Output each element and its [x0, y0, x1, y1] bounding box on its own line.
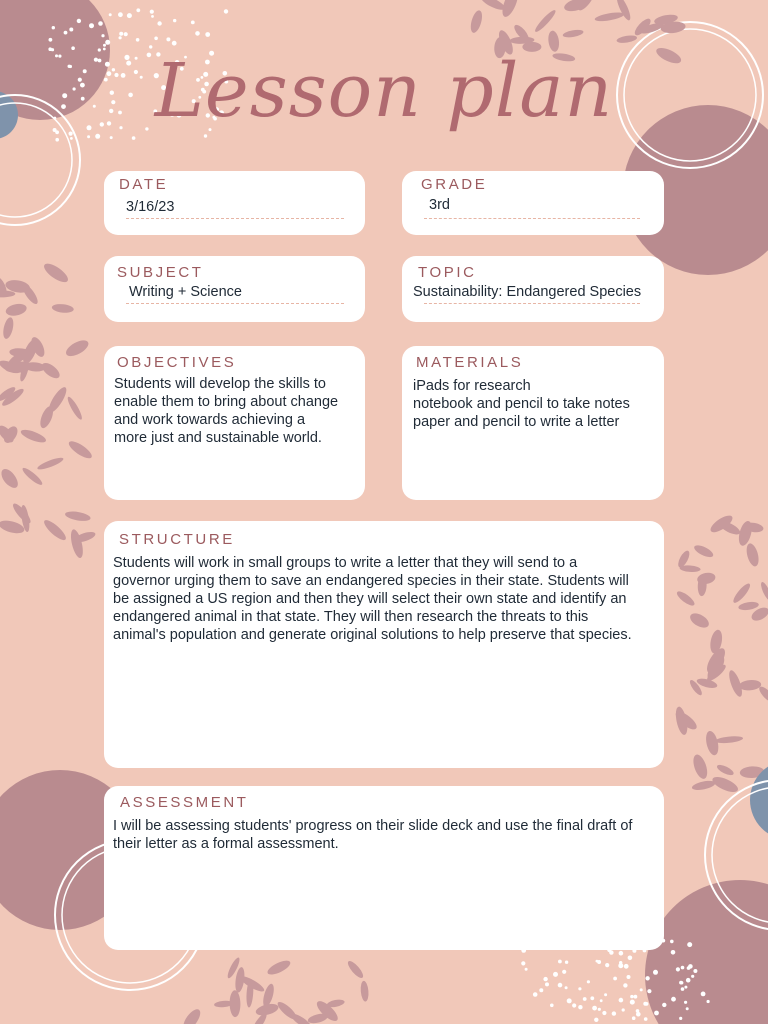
- grade-label: GRADE: [421, 176, 488, 193]
- decor-leaf: [759, 581, 768, 602]
- decor-dot: [587, 980, 590, 983]
- decor-dot: [604, 993, 607, 996]
- decor-dot: [640, 988, 643, 991]
- decor-leaf: [46, 385, 70, 415]
- decor-dot: [605, 963, 609, 967]
- decor-dot: [572, 1003, 576, 1007]
- decor-dot: [613, 977, 617, 981]
- decor-leaf: [39, 360, 62, 381]
- decor-dot: [634, 995, 638, 999]
- decor-dot: [118, 12, 123, 17]
- date-label: DATE: [119, 176, 169, 193]
- decor-dot: [567, 998, 572, 1003]
- materials-item[interactable]: paper and pencil to write a letter: [413, 414, 620, 430]
- decor-dot: [654, 1011, 659, 1016]
- decor-dot: [602, 1011, 606, 1015]
- decor-dot: [693, 969, 697, 973]
- decor-dot: [647, 989, 651, 993]
- decor-dot: [565, 986, 568, 989]
- decor-dot: [684, 986, 687, 989]
- decor-leaf: [275, 999, 299, 1021]
- decor-dot: [590, 996, 594, 1000]
- decor-dot: [539, 988, 543, 992]
- grade-card: [402, 171, 664, 235]
- decor-leaf: [739, 679, 762, 691]
- decor-dot: [578, 1005, 582, 1009]
- decor-leaf: [693, 543, 715, 559]
- decor-leaf: [716, 763, 735, 777]
- decor-dot: [680, 981, 683, 984]
- decor-leaf: [731, 581, 752, 604]
- decor-dot: [662, 1003, 666, 1007]
- decor-leaf: [229, 990, 240, 1017]
- leaves-right: [673, 513, 768, 796]
- materials-card: [402, 346, 664, 500]
- decor-dot: [136, 8, 140, 12]
- decor-leaf: [675, 589, 697, 608]
- decor-leaf: [738, 601, 760, 612]
- decor-leaf: [64, 337, 91, 359]
- topic-label: TOPIC: [418, 264, 477, 281]
- decor-dot: [521, 961, 525, 965]
- decor-leaf: [710, 774, 740, 795]
- subject-value[interactable]: Writing + Science: [129, 284, 242, 300]
- grade-value[interactable]: 3rd: [429, 197, 450, 213]
- decor-dot: [624, 964, 629, 969]
- decor-dot: [533, 992, 538, 997]
- decor-leaf: [266, 958, 293, 977]
- decor-dot: [691, 975, 694, 978]
- materials-item[interactable]: notebook and pencil to take notes: [413, 396, 630, 412]
- decor-dot: [630, 1000, 635, 1005]
- decor-leaf: [36, 456, 64, 472]
- decor-leaf: [360, 981, 369, 1002]
- decor-dot: [707, 1000, 710, 1003]
- decor-dot: [598, 1008, 601, 1011]
- decor-dot: [550, 1004, 554, 1008]
- decor-dot: [592, 1006, 597, 1011]
- decor-dot: [109, 13, 112, 16]
- decor-dot: [619, 961, 622, 964]
- decor-dot: [623, 983, 627, 987]
- decor-dot: [670, 940, 674, 944]
- structure-label: STRUCTURE: [119, 531, 235, 548]
- decor-dot: [686, 978, 691, 983]
- decor-dot: [636, 1009, 640, 1013]
- decor-dot: [645, 976, 649, 980]
- decor-dot: [681, 966, 685, 970]
- date-value[interactable]: 3/16/23: [126, 199, 175, 215]
- leaves-bottom: [180, 956, 369, 1024]
- decor-leaf: [715, 735, 743, 744]
- decor-leaf: [180, 1006, 203, 1024]
- decor-leaf: [5, 302, 28, 317]
- decor-dot: [583, 997, 587, 1001]
- decor-dot: [671, 950, 676, 955]
- decor-dot: [622, 1008, 625, 1011]
- materials-list: [413, 377, 658, 431]
- decor-dot: [558, 983, 563, 988]
- leaves-left: [0, 260, 97, 559]
- decor-dot: [594, 1018, 598, 1022]
- structure-card: [104, 521, 664, 768]
- assessment-text[interactable]: I will be assessing students' progress on their slide deck and use the final draft of their letter as a formal assessment.: [113, 818, 633, 852]
- lesson-plan-title: [0, 18, 768, 168]
- decor-dot: [679, 1017, 682, 1020]
- date-card: [104, 171, 365, 235]
- decor-leaf: [1, 316, 15, 339]
- decor-leaf: [744, 542, 760, 568]
- decor-dot: [653, 970, 658, 975]
- topic-value[interactable]: Sustainability: Endangered Species: [413, 284, 642, 300]
- decor-leaf: [66, 438, 94, 461]
- assessment-card: [104, 786, 664, 950]
- decor-dot: [565, 961, 568, 964]
- decor-dot: [684, 1001, 687, 1004]
- assessment-label: ASSESSMENT: [120, 794, 249, 811]
- objectives-text[interactable]: Students will develop the skills to enable them to bring about change and work towards achieving a more just and sustainable world.: [114, 376, 339, 446]
- decor-dot: [600, 999, 603, 1002]
- decor-dot: [619, 998, 624, 1003]
- decor-leaf: [688, 610, 712, 630]
- topic-card: [402, 256, 664, 322]
- decor-dot: [612, 1011, 616, 1015]
- topic-underline: [424, 303, 640, 304]
- decor-dot: [578, 987, 581, 990]
- decor-leaf: [42, 517, 69, 543]
- objectives-card: [104, 346, 365, 500]
- decor-dot: [686, 1007, 689, 1010]
- decor-dot: [150, 10, 154, 14]
- decor-leaf: [66, 395, 84, 421]
- decor-dot: [671, 997, 676, 1002]
- decor-dot: [687, 966, 691, 970]
- decor-leaf: [0, 518, 26, 535]
- decor-dot: [687, 942, 692, 947]
- decor-leaf: [691, 753, 710, 781]
- decor-leaf: [20, 282, 40, 306]
- decor-leaf: [346, 959, 366, 980]
- decor-dot: [562, 970, 566, 974]
- decor-dot: [701, 992, 706, 997]
- decor-dot: [681, 987, 685, 991]
- subject-label: SUBJECT: [117, 264, 204, 281]
- decor-dot: [644, 1017, 648, 1021]
- decor-leaf: [64, 510, 91, 523]
- materials-label: MATERIALS: [416, 354, 524, 371]
- subject-underline: [126, 303, 344, 304]
- materials-item[interactable]: iPads for research: [413, 378, 531, 394]
- decor-dot: [628, 956, 633, 961]
- grade-underline: [424, 218, 640, 219]
- date-underline: [126, 218, 344, 219]
- decor-leaf: [19, 427, 47, 445]
- decor-leaf: [69, 528, 86, 559]
- decor-dot: [597, 960, 601, 964]
- decor-dot: [630, 995, 633, 998]
- decor-dot: [558, 960, 562, 964]
- decor-leaf: [41, 260, 70, 285]
- decor-dot: [619, 951, 624, 956]
- decor-dot: [525, 968, 528, 971]
- objectives-label: OBJECTIVES: [117, 354, 237, 371]
- decor-leaf: [51, 303, 74, 314]
- decor-leaf: [691, 779, 716, 792]
- decor-dot: [224, 9, 228, 13]
- title-text: Lesson plan: [154, 48, 614, 134]
- decor-dot: [643, 1002, 647, 1006]
- decor-dot: [543, 977, 547, 981]
- decor-dot: [627, 975, 631, 979]
- decor-leaf: [704, 730, 720, 757]
- structure-text[interactable]: Students will work in small groups to write a letter that they will send to a governor urging them to save an endangered species in their state. Students will be assigned a US region and then they will select their own state and identify an endangered animal in that state. They will then research the threats to this animal's population and generate original solutions to help preserve that species.: [113, 555, 632, 643]
- decor-dot: [632, 1016, 636, 1020]
- decor-dot: [553, 972, 558, 977]
- decor-dot: [636, 1012, 641, 1017]
- decor-dot: [676, 967, 680, 971]
- subject-card: [104, 256, 365, 322]
- decor-dot: [545, 982, 549, 986]
